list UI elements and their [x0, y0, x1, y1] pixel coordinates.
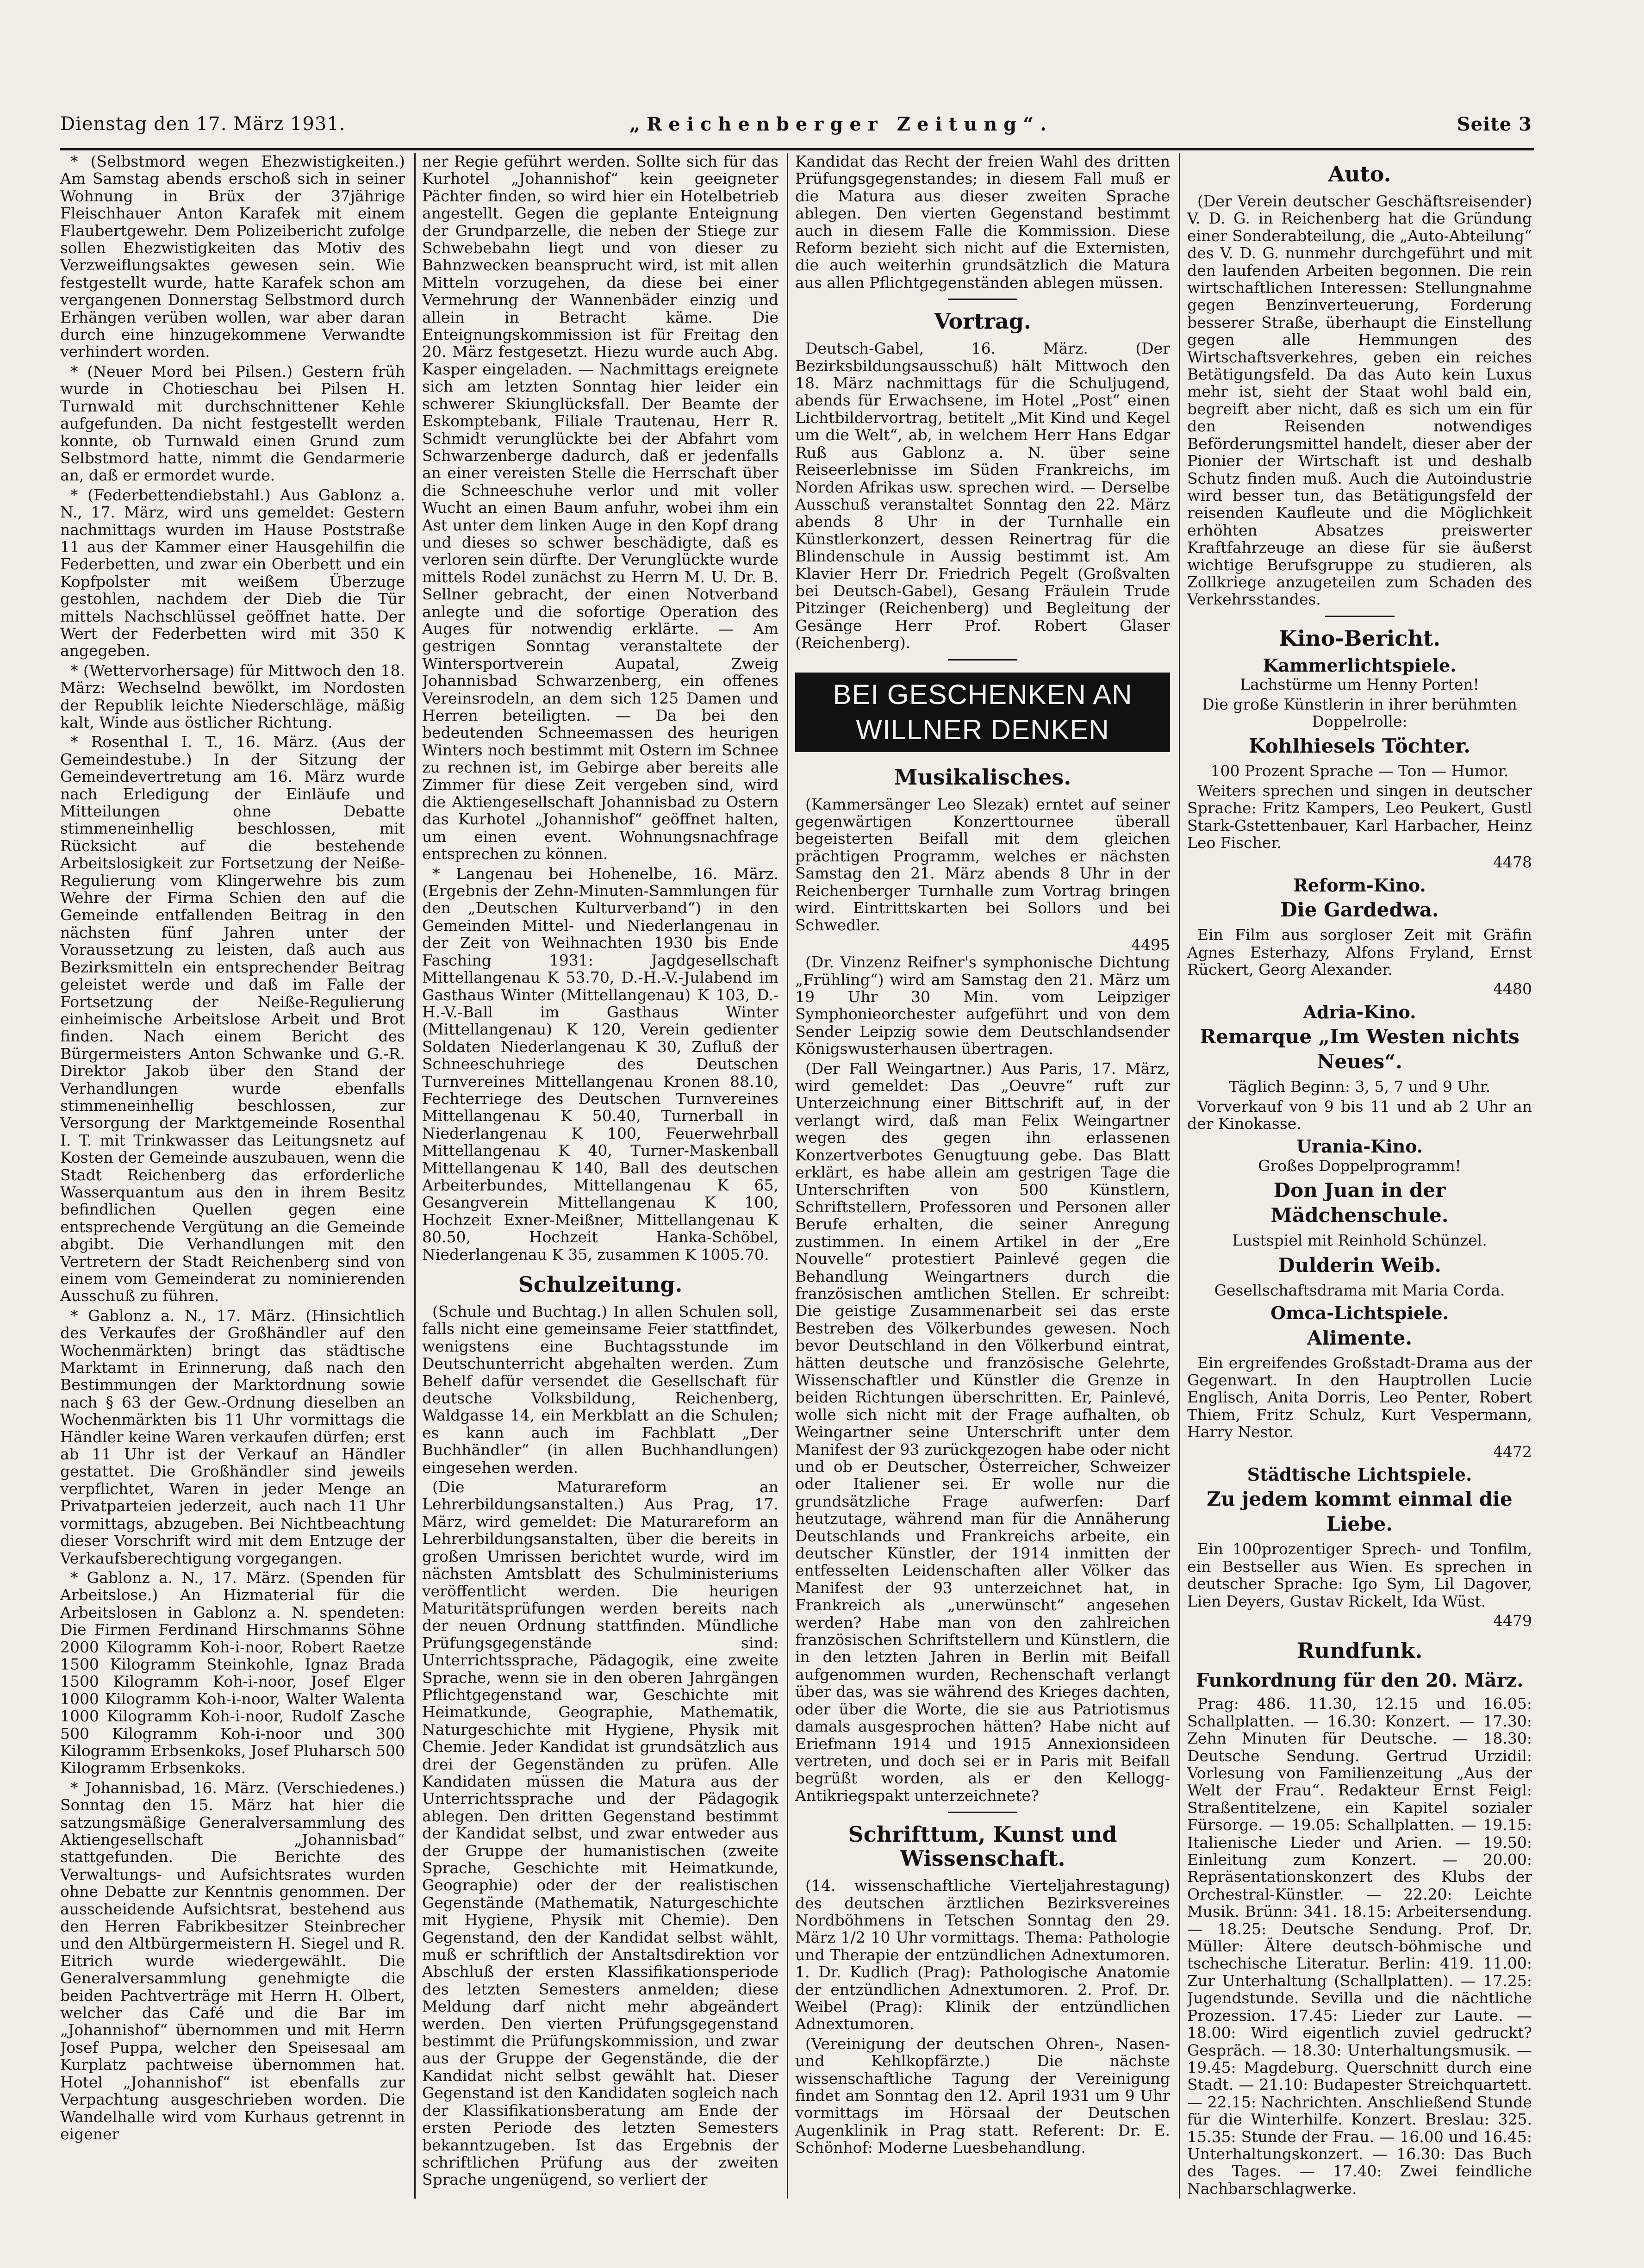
cinema-cast: Ein 100prozentiger Sprech- und Tonfilm, ein Bestseller aus Wien. Es sprechen in deutscher Sprache: Igo Sym, Lil Dagover, Lien Deyers, Gustav Rickelt, Ida Wüst.	[1187, 1540, 1532, 1610]
film-title: Die Gardedwa.	[1280, 898, 1439, 922]
cinema-tagline: Die große Künstlerin in ihrer berühmten Doppelrolle:	[1202, 695, 1517, 730]
cinema-info: Vorverkauf von 9 bis 11 und ab 2 Uhr an der Kinokasse.	[1187, 1097, 1532, 1133]
column-divider	[414, 153, 416, 2199]
article-mord-pilsen: * (Neuer Mord bei Pilsen.) Gestern früh wurde in Chotieschau bei Pilsen H. Turnwald mit durchschnittener Kehle aufgefunden. Da nicht festgestellt werden konnte, ob Turnwald einen Grund zum Selbstmord hatte, nimmt die Gendarmerie an, daß er ermordet wurde.	[60, 362, 405, 485]
cinema-name-staedtische: Städtische Lichtspiele.	[1247, 1464, 1472, 1485]
article-buchtag: (Schule und Buchtag.) In allen Schulen soll, falls nicht eine gemeinsame Feier stattfindet, wenigstens eine Buchtagsstunde im Deutschunterricht abgehalten werden. Zum Behelf dafür versendet die Gesellschaft für deutsche Volksbildung, Reichenberg, Waldgasse 14, ein Merkblatt an die Schulen; es kann auch im Fachblatt „Der Buchhändler“ (in allen Buchhandlungen) eingesehen werden.	[422, 1302, 778, 1477]
film-title: Don Juan in der Mädchenschule.	[1270, 1179, 1449, 1227]
article-gablonz-spenden: * Gablonz a. N., 17. März. (Spenden für Arbeitslose.) An Hizmaterial für die Arbeitslosen in Gablonz a. N. spendeten: Die Firmen Ferdinand Hirschmanns Söhne 2000 Kilogramm Koh-i-noor, Robert Raetze 1500 Kilogramm Steinkohle, Ignaz Brada 1500 Kilogramm Koh-i-noor, Josef Elger 1000 Kilogramm Koh-i-noor, Walter Walenta 1000 Kilogramm Koh-i-noor, Rudolf Zasche 500 Kilogramm Koh-i-noor und 300 Kilogramm Erbsenkoks, Josef Pluharsch 500 Kilogramm Erbsenkoks.	[60, 1568, 405, 1777]
cinema-tagline: Großes Doppelprogramm!	[1258, 1156, 1461, 1175]
section-heading-schrifttum: Schrifttum, Kunst und Wissenschaft.	[848, 1822, 1117, 1871]
column-4	[1187, 153, 1532, 2199]
article-selbstmord: * (Selbstmord wegen Ehezwistigkeiten.) Am Samstag abends erschoß sich in seiner Wohnung in Brüx der 37jährige Fleischhauer Anton Karafek mit einem Flaubertgewehr. Dem Polizeibericht zufolge sollen Ehezwistigkeiten das Motiv des Verzweiflungsaktes gewesen sein. Wie festgestellt wurde, hatte Karafek schon am vergangenen Donnerstag Selbstmord durch Erhängen verüben wollen, war aber daran durch eine hinzugekommene Verwandte verhindert worden.	[60, 153, 405, 361]
cinema-tagline: Täglich Beginn: 3, 5, 7 und 9 Uhr.	[1228, 1078, 1491, 1096]
article-deutsch-gabel: Deutsch-Gabel, 16. März. (Der Bezirksbildungsausschuß) hält Mittwoch den 18. März nachmittags für die Schuljugend, abends für Erwachsene, im Hotel „Post“ einen Lichtbildervortrag, betitelt „Mit Kind und Kegel um die Welt“, ab, in welchem Herr Hans Edgar Ruß aus Gablonz a. N. über seine Reiseerlebnisse im Süden Frankreichs, im Norden Afrikas usw. sprechen wird. — Derselbe Ausschuß veranstaltet Sonntag den 22. März abends 8 Uhr in der Turnhalle ein Künstlerkonzert, dessen Reinertrag für die Blindenschule in Aussig bestimmt ist. Am Klavier Herr Dr. Friedrich Pegelt (Großvalten bei Deutsch-Gabel), Gesang Fräulein Trude Pitzinger (Reichenberg) und Begleitung der Gesänge Herr Prof. Robert Glaser (Reichenberg).	[795, 339, 1170, 652]
ad-number: 4472	[1493, 1442, 1532, 1461]
section-subheading-funkordnung: Funkordnung für den 20. März.	[1196, 1670, 1524, 1692]
article-rundfunk-program: Prag: 486. 11.30, 12.15 und 16.05: Schallplatten. — 16.30: Konzert. — 17.30: Zehn Minuten für Deutsche. — 18.30: Deutsche Sendung. Gertrud Urzidil: Vorlesung von Familienzeitung „Aus der Welt der Frau“. Redakteur Ernst Feigl: Straßentitelzene, ein Kapitel sozialer Fürsorge. — 19.05: Schallplatten. — 19.15: Italienische Lieder und Arien. — 19.50: Einleitung zum Konzert. — 20.00: Repräsentationskonzert des Klubs der Orchestral-Künstler. — 22.20: Leichte Musik. Brünn: 341. 18.15: Arbeitersendung. — 18.25: Deutsche Sendung. Prof. Dr. Müller: Ältere deutsch-böhmische und tschechische Literatur. Berlin: 419. 11.00: Zur Unterhaltung (Schallplatten). — 17.25: Jugendstunde. Sevilla und die nächtliche Prozession. 17.45: Lieder zur Laute. — 18.00: Wird eigentlich zuviel gedruckt? Gespräch. — 18.30: Unterhaltungsmusik. — 19.45: Magdeburg. Querschnitt durch eine Stadt. — 21.10: Budapester Streichquartett. — 22.15: Nachrichten. Anschließend Stunde für die Winterhilfe. Konzert. Breslau: 325. 15.35: Stunde der Frau. — 16.00 und 16.45: Unterhaltungskonzert. — 16.30: Das Buch des Tages. — 17.40: Zwei feindliche Nachbarschlagwerke.	[1187, 1695, 1532, 2198]
section-heading-vortrag: Vortrag.	[934, 309, 1031, 334]
cinema-tagline: Lustspiel mit Reinhold Schünzel.	[1232, 1231, 1487, 1250]
cinema-name-kammer: Kammerlichtspiele.	[1263, 654, 1457, 676]
article-slezak: (Kammersänger Leo Slezak) erntet auf seiner gegenwärtigen Konzerttournee überall begeisterten Beifall mit dem gleichen prächtigen Programm, welches er nächsten Samstag den 21. März abends 8 Uhr in der Reichenberger Turnhalle zum Vortrag bringen wird. Eintrittskarten bei Sollors und bei Schwedler.	[795, 795, 1170, 935]
film-title: Kohlhiesels Töchter.	[1248, 735, 1471, 758]
film-title: Remarque „Im Westen nichts Neues“.	[1200, 1025, 1519, 1073]
header-rule	[60, 148, 1534, 150]
ad-number: 4479	[1493, 1611, 1532, 1630]
page-number: Seite 3	[1457, 113, 1532, 135]
article-ohrenaerzte: (Vereinigung der deutschen Ohren-, Nasen- und Kehlkopfärzte.) Die nächste wissenschaftliche Tagung der Vereinigung findet am Sonntag den 12. April 1931 um 9 Uhr vormittags im Hörsaal der Deutschen Augenklinik in Prag statt. Referent: Dr. E. Schönhof: Moderne Luesbehandlung.	[795, 2034, 1170, 2157]
article-vierteljahrestagung: (14. wissenschaftliche Vierteljahrestagung) des deutschen ärztlichen Bezirksvereines Nordböhmens in Tetschen Sonntag den 29. März 1/2 10 Uhr vormittags. Thema: Pathologie und Therapie der entzündlichen Adnextumoren. 1. Dr. Kudlich (Prag): Pathologische Anatomie der entzündlichen Adnextumoren. 2. Prof. Dr. Weibel (Prag): Klinik der entzündlichen Adnextumoren.	[795, 1876, 1170, 2033]
ad-number: 4495	[1131, 935, 1170, 954]
column-2	[422, 153, 778, 2199]
willner-advertisement: BEI GESCHENKEN AN WILLNER DENKEN	[795, 673, 1170, 752]
issue-date: Dienstag den 17. März 1931.	[60, 113, 346, 135]
section-heading-schulzeitung: Schulzeitung.	[518, 1272, 683, 1297]
article-reifner: (Dr. Vinzenz Reifner's symphonische Dichtung „Frühling“) wird am Samstag den 21. März um 19 Uhr 30 Min. vom Leipziger Symphonieorchester aufgeführt und von dem Sender Leipzig sowie dem Deutschlandsender Königswusterhausen übertragen.	[795, 953, 1170, 1058]
article-federbetten: * (Federbettendiebstahl.) Aus Gablonz a. N., 17. März, wird uns gemeldet: Gestern nachmittags wurden im Hause Poststraße 11 aus der Kammer einer Hausgehilfin die Federbetten, und zwar ein Oberbett und ein Kopfpolster mit weißem Überzuge gestohlen, nachdem der Dieb die Tür mittels Nachschlüssel geöffnet hatte. Der Wert der Federbetten wird mit 350 K angegeben.	[60, 486, 405, 660]
divider	[948, 659, 1017, 660]
section-heading-kino: Kino-Bericht.	[1278, 625, 1441, 651]
cinema-cast: Weiters sprechen und singen in deutscher Sprache: Fritz Kampers, Leo Peukert, Gustl Stark-Gstettenbauer, Karl Harbacher, Heinz Leo Fischer.	[1187, 781, 1532, 852]
section-heading-musikalisches: Musikalisches.	[894, 764, 1071, 790]
article-gablonz-markt: * Gablonz a. N., 17. März. (Hinsichtlich des Verkaufes der Großhändler auf den Wochenmärkten) bringt das städtische Marktamt in Erinnerung, daß nach den Bestimmungen der Marktordnung sowie nach § 63 der Gew.-Ordnung dieselben an Wochenmärkten bis 11 Uhr vormittags die Händler keine Waren verkaufen dürfen; erst ab 11 Uhr ist der Verkauf an Händler gestattet. Die Großhändler sind jeweils verpflichtet, Waren in jeder Menge an Privatparteien jederzeit, auch nach 11 Uhr vormittags, abzugeben. Bei Nichtbeachtung dieser Vorschrift wird mit dem Entzuge der Verkaufsberechtigung vorgegangen.	[60, 1306, 405, 1567]
cinema-tagline: 100 Prozent Sprache — Ton — Humor.	[1210, 762, 1509, 780]
article-maturareform-cont: Kandidat das Recht der freien Wahl des dritten Prüfungsgegenstandes; in diesem Fall muß er die Matura aus dieser zweiten Sprache ablegen. Den vierten Gegenstand bestimmt auch in diesem Falle die Kommission. Diese Reform bezieht sich nicht auf die Externisten, die auch weiterhin grundsätzlich die Matura aus allen Pflichtgegenständen ablegen müssen.	[795, 153, 1170, 292]
newspaper-title: „Reichenberger Zeitung“.	[629, 113, 1053, 135]
divider	[948, 299, 1017, 300]
cinema-tagline: Gesellschaftsdrama mit Maria Corda.	[1214, 1281, 1505, 1299]
cinema-name-urania: Urania-Kino.	[1296, 1136, 1423, 1157]
article-johannisbad: * Johannisbad, 16. März. (Verschiedenes.) Sonntag den 15. März hat hier die satzungsmäßige Generalversammlung des Aktiengesellschaft „Johannisbad“ stattgefunden. Die Berichte des Verwaltungs- und Aufsichtsrates wurden ohne Debatte zur Kenntnis genommen. Der ausscheidende Aufsichtsrat, bestehend aus den Herren Fabrikbesitzer Steinbrecher und den Altbürgermeistern H. Siegel und R. Eitrich wurde wiedergewählt. Die Generalversammlung genehmigte die beiden Pachtverträge mit Herrn H. Olbert, welcher das Café und die Bar im „Johannishof“ übernommen und mit Herrn Josef Puppa, welcher den Speisesaal am Kurplatz pachtweise übernommen hat. Hotel „Johannishof“ ist ebenfalls zur Verpachtung ausgeschrieben worden. Die Wandelhalle wird vom Kurhaus getrennt in eigener	[60, 1778, 405, 2143]
film-title: Alimente.	[1307, 1326, 1412, 1349]
article-rosenthal: * Rosenthal I. T., 16. März. (Aus der Gemeindestube.) In der Sitzung der Gemeindevertretung am 16. März wurde nach Erledigung der Einläufe und Mitteilungen ohne Debatte stimmeneinhellig beschlossen, mit Rücksicht auf die bestehende Arbeitslosigkeit zur Fortsetzung der Neiße-Regulierung vom Klingerwehre bis zum Wehre der Firma Schien den auf die Gemeinde entfallenden Beitrag in den nächsten fünf Jahren unter der Voraussetzung zu leisten, daß auch aus Bezirksmitteln ein entsprechender Beitrag geleistet werde und daß im Falle der Fortsetzung der Neiße-Regulierung einheimische Arbeitslose Arbeit und Brot finden. Nach einem Bericht des Bürgermeisters Anton Schwanke und G.-R. Direktor Jakob über den Stand der Verhandlungen wurde ebenfalls stimmeneinhellig beschlossen, zur Versorgung der Marktgemeinde Rosenthal I. T. mit Trinkwasser das Leitungsnetz auf Kosten der Gemeinde auszubauen, wenn die Stadt Reichenberg das erforderliche Wasserquantum aus den in ihrem Besitz befindlichen Quellen gegen eine entsprechende Vergütung an die Gemeinde abgibt. Die Verhandlungen mit den Vertretern der Stadt Reichenberg sind von einem vom Gemeinderat zu nominierenden Ausschuß zu führen.	[60, 733, 405, 1305]
column-divider	[787, 153, 788, 2199]
film-title: Zu jedem kommt einmal die Liebe.	[1207, 1488, 1513, 1536]
cinema-cast: Ein Film aus sorgloser Zeit mit Gräfin Agnes Esterhazy, Alfons Fryland, Ernst Rückert, Georg Alexander.	[1187, 926, 1532, 979]
page-header	[60, 113, 1532, 146]
section-heading-rundfunk: Rundfunk.	[1296, 1638, 1423, 1664]
article-maturareform: (Die Maturareform an Lehrerbildungsanstalten.) Aus Prag, 17. März, wird gemeldet: Die Maturareform an Lehrerbildungsanstalten, über die bereits in großen Umrissen berichtet wurde, wird im nächsten Amtsblatt des Schulministeriums veröffentlicht werden. Die heurigen Maturitätsprüfungen werden bereits nach der neuen Ordnung stattfinden. Mündliche Prüfungsgegenstände sind: Unterrichtssprache, Pädagogik, eine zweite Sprache, wenn sie in den oberen Jahrgängen Pflichtgegenstand war, Geschichte mit Heimatkunde, Geographie, Mathematik, Naturgeschichte mit Hygiene, Physik mit Chemie. Jeder Kandidat ist grundsätzlich aus drei der Gegenständen zu prüfen. Alle Kandidaten müssen die Matura aus der Unterrichtssprache und der Pädagogik ablegen. Den dritten Gegenstand bestimmt der Kandidat selbst, und zwar entweder aus der Gruppe der humanistischen (zweite Sprache, Geschichte mit Heimatkunde, Geographie) oder der der realistischen Gegenstände (Mathematik, Naturgeschichte mit Hygiene, Physik mit Chemie). Den Gegenstand, den der Kandidat selbst wählt, muß er schriftlich der Anstaltsdirektion vor Abschluß der ersten Klassifikationsperiode des letzten Semesters anmelden; diese Meldung darf nicht mehr abgeändert werden. Den vierten Prüfungsgegenstand bestimmt die Prüfungskommission, und zwar aus der Gruppe der Gegenstände, die der Kandidat nicht selbst gewählt hat. Dieser Gegenstand ist den Kandidaten sogleich nach der Klassifikationsberatung am Ende der ersten Periode des letzten Semesters bekanntzugeben. Ist das Ergebnis der schriftlichen Prüfung aus der zweiten Sprache ungenügend, so verliert der	[422, 1478, 778, 2189]
column-divider	[1179, 153, 1180, 2199]
cinema-tagline: Lachstürme um Henny Porten!	[1240, 675, 1479, 694]
divider	[1325, 616, 1395, 617]
film-title: Dulderin Weib.	[1278, 1253, 1441, 1277]
cinema-name-reform: Reform-Kino.	[1293, 874, 1426, 896]
cinema-name-adria: Adria-Kino.	[1303, 1001, 1416, 1022]
column-3	[795, 153, 1170, 2199]
divider	[948, 1812, 1017, 1813]
article-langenau: * Langenau bei Hohenelbe, 16. März. (Ergebnis der Zehn-Minuten-Sammlungen für den „Deutschen Kulturverband“) in den Gemeinden Mittel- und Niederlangenau in der Zeit von Weihnachten 1930 bis Ende Fasching 1931: Jagdgesellschaft Mittellangenau K 53.70, D.-H.-V.-Julabend im Gasthaus Winter (Mittellangenau) K 103, D.-H.-V.-Ball im Gasthaus Winter (Mittellangenau) K 120, Verein gedienter Soldaten Niederlangenau K 30, Zufluß der Schneeschuhriege des Deutschen Turnvereines Mittellangenau Kronen 88.10, Fechterriege des Deutschen Turnvereines Mittellangenau K 50.40, Turnerball in Niederlangenau K 100, Feuerwehrball Mittellangenau K 40, Turner-Maskenball Mittellangenau K 140, Ball des deutschen Arbeiterbundes, Mittellangenau K 65, Gesangverein Mittellangenau K 100, Hochzeit Exner-Meißner, Mittellangenau K 80.50, Hochzeit Hanka-Schöbel, Niederlangenau K 35, zusammen K 1005.70.	[422, 864, 778, 1264]
article-weingartner: (Der Fall Weingartner.) Aus Paris, 17. März, wird gemeldet: Das „Oeuvre“ ruft zur Unterzeichnung einer Bittschrift auf, in der verlangt wird, daß man Felix Weingartner wegen des gegen ihn erlassenen Konzertverbotes Genugtuung gebe. Das Blatt erklärt, es habe allein am gestrigen Tage die Unterschriften von 500 Künstlern, Schriftstellern, Professoren und Personen aller Berufe erhalten, die seiner Anregung zustimmen. In einem Artikel in der „Ere Nouvelle“ protestiert Painlevé gegen die Behandlung Weingartners durch die französischen amtlichen Stellen. Er schreibt: Die geistige Zusammenarbeit sei das erste Bestreben des Völkerbundes gewesen. Noch bevor Deutschland in den Völkerbund eintrat, hätten deutsche und französische Gelehrte, Wissenschaftler und Künstler die Grenze in beiden Richtungen überschritten. Er, Painlevé, wolle sich nicht mit der Frage aufhalten, ob Weingartner seine Unterschrift unter dem Manifest der 93 zurückgezogen habe oder nicht und ob er Deutscher, Österreicher, Schweizer oder Italiener sei. Er wolle nur die grundsätzliche Frage aufwerfen: Darf heutzutage, während man für die Annäherung Deutschlands und Frankreichs arbeite, ein deutscher Künstler, der 1914 inmitten der entfesselten Leidenschaften aller Völker das Manifest der 93 unterzeichnet hat, in Frankreich als „unerwünscht“ angesehen werden? Habe man von den zahlreichen französischen Schriftstellern und Künstlern, die in den letzten Jahren in Berlin mit Beifall aufgenommen wurden, Rechenschaft verlangt über das, was sie während des Krieges dachten, oder über die Worte, die sie aus Patriotismus damals ausgesprochen hätten? Habe nicht auf Eriefmann 1914 und 1915 Annexionsideen vertreten, und doch sei er in Paris mit Beifall begrüßt worden, als er den Kellogg-Antikriegspakt unterzeichnete?	[795, 1059, 1170, 1805]
section-heading-auto: Auto.	[1328, 162, 1391, 187]
article-johannisbad-cont: ner Regie geführt werden. Sollte sich für das Kurhotel „Johannishof“ kein geeigneter Pächter finden, so wird hier ein Hotelbetrieb angestellt. Gegen die geplante Enteignung der Grundparzelle, die neben der Stiege zur Schwebebahn liegt und von dieser zu Bahnzwecken beansprucht wird, ist mit allen Mitteln vorzugehen, da diese bei einer Vermehrung der Wannenbäder einzig und allein in Betracht käme. Die Enteignungskommission ist für Freitag den 20. März festgesetzt. Hiezu wurde auch Abg. Kasper eingeladen. — Nachmittags ereignete sich am letzten Sonntag hier leider ein schwerer Skiunglücksfall. Der Beamte der Eskomptebank, Filiale Trautenau, Herr R. Schmidt verunglückte bei der Abfahrt vom Schwarzenberge dadurch, daß er jedenfalls an einer vereisten Stelle die Herrschaft über die Schneeschuhe verlor und mit voller Wucht an einen Baum anfuhr, wobei ihm ein Ast unter dem linken Auge in den Kopf drang und dieses so schwer beschädigte, daß es verloren sein dürfte. Der Verunglückte wurde mittels Rodel zunächst zu Herrn M. U. Dr. B. Sellner gebracht, der einen Notverband anlegte und die sofortige Operation des Auges für notwendig erklärte. — Am gestrigen Sonntag veranstaltete der Wintersportverein Aupatal, Zweig Johannisbad Schwarzenberg, ein offenes Vereinsrodeln, an dem sich 125 Damen und Herren beteiligten. — Da bei den bedeutenden Schneemassen des heurigen Winters noch bestimmt mit Ostern im Schnee zu rechnen ist, im Gebirge aber bereits alle Zimmer für diese Zeit vergeben sind, wird die Aktiengesellschaft Johannisbad zu Ostern das Kurhotel „Johannishof“ geöffnet halten, um einen event. Wohnungsnachfrage entsprechen zu können.	[422, 153, 778, 863]
cinema-cast: Ein ergreifendes Großstadt-Drama aus der Gegenwart. In den Hauptrollen Lucie Englisch, Anita Dorris, Leo Penter, Robert Thiem, Fritz Schulz, Kurt Vespermann, Harry Nestor.	[1187, 1353, 1532, 1441]
article-wetter: * (Wettervorhersage) für Mittwoch den 18. März: Wechselnd bewölkt, im Nordosten der Republik leichte Niederschläge, mäßig kalt, Winde aus östlicher Richtung.	[60, 661, 405, 731]
article-auto: (Der Verein deutscher Geschäftsreisender) V. D. G. in Reichenberg hat die Gründung einer Sonderabteilung, die „Auto-Abteilung“ des V. D. G. nunmehr durchgeführt und mit den laufenden Arbeiten begonnen. Die rein wirtschaftlichen Interessen: Stellungnahme gegen Benzinverteuerung, Forderung besserer Straße, überhaupt die Einstellung gegen alle Hemmungen des Wirtschaftsverkehres, geben ein reiches Betätigungsfeld. Da das Auto kein Luxus mehr ist, sieht der Staat wohl bald ein, begreift aber nicht, daß es sich um ein für den Reisenden notwendiges Beförderungsmittel handelt, dieser aber der Pionier der Wirtschaft ist und deshalb Schutz finden muß. Auch die Autoindustrie wird besser tun, das Betätigungsfeld der reisenden Kaufleute und die Möglichkeit erhöhten Absatzes preiswerter Kraftfahrzeuge an diese für sie äußerst wichtige Berufsgruppe zu studieren, als Zollkriege anzugeteilen zum Schaden des Verkehrsstandes.	[1187, 192, 1532, 609]
ad-number: 4480	[1493, 980, 1532, 998]
ad-number: 4478	[1493, 853, 1532, 872]
cinema-name-omca: Omca-Lichtspiele.	[1270, 1302, 1449, 1324]
column-1	[60, 153, 405, 2199]
